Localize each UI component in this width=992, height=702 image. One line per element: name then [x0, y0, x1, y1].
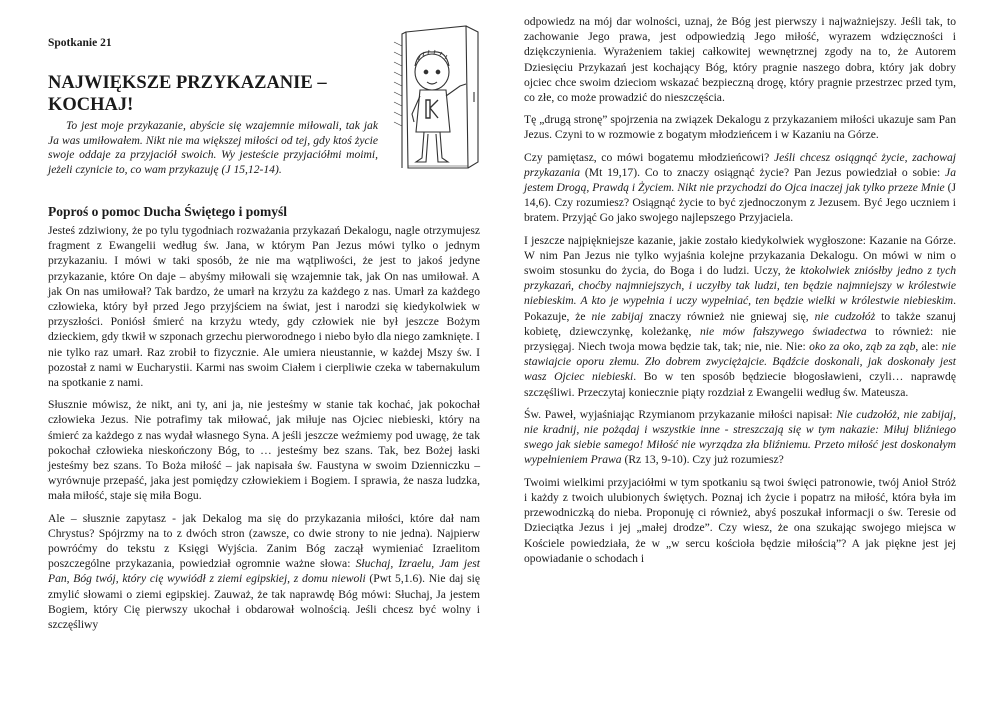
text-run: I jeszcze najpiękniejsze kazanie, jakie zostało kiedykolwiek wygłoszone: Kazanie na Górze. W nim Pan Jezus nie tylko wyjaśnia kolejne przykazania Dekalogu. On mówi w nim o swoim stosunku do życia, do Boga i do ludzi. Uczy, że: [524, 233, 956, 278]
text-run: to także szanuj kobietę, dziewczynkę, koleżankę,: [524, 309, 956, 338]
child-at-door-illustration: [388, 22, 480, 172]
quote: Nie cudzołóż, nie zabijaj, nie kradnij, nie pożądaj i wszystkie inne - streszczają się w tym nakazie: Miłuj bliźniego swego jak siebie samego! Miłość nie wyrządza zła bliźniemu. Przeto miłość jest doskonałym wypełnieniem Prawa: [524, 407, 956, 467]
text-run: (J 14,6). Czy rozumiesz? Osiągnąć życie to być zjednoczonym z Jezusem. Być Jego uczniem i bratem. Przyjąć Go jako swojego najlepszego Przyjaciela.: [524, 181, 956, 225]
text-run: znaczy również nie gniewaj się,: [643, 309, 815, 323]
text-run: . Pokazuje, że: [524, 294, 956, 323]
quote: Jeśli chcesz osiągnąć życie, zachowaj przykazania: [524, 150, 956, 179]
text-run: . Bo w ten sposób będziecie błogosławieni, czyli… naprawdę szczęśliwi. Przeczytaj koniecznie piąty rozdział z Ewangelii według św. Mateusza.: [524, 370, 956, 399]
epigraph: To jest moje przykazanie, abyście się wzajemnie miłowali, tak jak Ja was umiłowałem. Nikt nie ma większej miłości od tej, gdy ktoś życie swoje oddaje za przyjaciół swoich. Wy jesteście przyjaciółmi moimi, jeżeli czynicie to, co wam przykazuję (J 15,12-14).: [48, 119, 378, 176]
quote: nie stawiajcie oporu złemu. Zło dobrem zwyciężajcie. Bądźcie doskonali, jak doskonały jest wasz Ojciec niebieski: [524, 340, 956, 384]
title-line-2: KOCHAJ!: [48, 95, 134, 115]
quote: ktokolwiek zniósłby jedno z tych przykazań, choćby najmniejszych, i uczyłby tak ludzi, ten będzie najmniejszy w królestwie niebieskim. A kto je wypełnia i uczy wypełniać, ten będzie wielki w królestwie niebieskim: [524, 264, 957, 308]
text-run: Czy pamiętasz, co mówi bogatemu młodzieńcowi?: [524, 150, 774, 164]
quote: Słuchaj, Izraelu, Jam jest Pan, Bóg twój, który cię wywiódł z ziemi egipskiej, z domu niewoli: [48, 557, 480, 586]
section-heading: Poproś o pomoc Ducha Świętego i pomyśl: [48, 204, 288, 219]
text-run: Św. Paweł, wyjaśniając Rzymianom przykazanie miłości napisał:: [524, 407, 837, 421]
quote: Ja jestem Drogą, Prawdą i Życiem. Nikt nie przychodzi do Ojca inaczej jak tylko przeze Mnie: [524, 165, 956, 195]
quote: oko za oko, ząb za ząb: [809, 340, 916, 354]
paragraph: [524, 407, 956, 468]
quote: nie zabijaj: [591, 309, 644, 323]
paragraph: Słusznie mówisz, że nikt, ani ty, ani ja, nie jesteśmy w stanie tak kochać, jak pokochał człowieka Jezus. Nie potrafimy tak miłować, jak miłuje nas Ojciec niebieski, który na śmierć za każdego z nas wydał własnego Syna. A jeśli jeszcze weźmiemy pod uwagę, że tak pokochał człowieka nieskończony Bóg, to … jesteśmy bez szans. Tak, bez Bożej łaski jesteśmy bez szans. To Boża miłość – jak napisała św. Faustyna w swoim Dzienniczku – wyrównuje przepaść, jaka jest pomiędzy człowiekiem i Bogiem. I sprawia, że nasza ludzka, mała miłość, staje się miła Bogu.: [48, 398, 480, 503]
text-run: (Pwt 5,1.6). Nie daj się zmylić słowami o ziemi egipskiej. Zauważ, że tak naprawdę Bóg mówi: Słuchaj, Ja jestem Bogiem, który Cię pierwszy ukochał i obdarował wolnością. Jeśli chcesz być wolny i szczęśliwy: [48, 572, 480, 632]
left-body: [48, 223, 480, 639]
paragraph: [48, 511, 480, 633]
right-column: [524, 14, 956, 573]
paragraph: Tę „drugą stronę” spojrzenia na związek Dekalogu z przykazaniem miłości ukazuje sam Pan Jezus. Czyni to w rozmowie z bogatym młodzieńcem i w Kazaniu na Górze.: [524, 113, 956, 142]
quote: nie mów fałszywego świadectwa: [699, 324, 867, 338]
paragraph: Twoimi wielkimi przyjaciółmi w tym spotkaniu są twoi święci patronowie, twój Anioł Stróż i każdy z twoich ulubionych świętych. Poznaj ich życie i popatrz na miłość, która była im przewodniczką do nieba. Proponuję ci również, abyś poszukał informacji o św. Teresie od Dzieciątka Jezus i jej „małej drodze”. Czy wiesz, że ona szukając swojego miejsca w Kościele powiedziała, że w „w sercu kościoła będzie miłością”? A jak piękne jest jej opowiadanie o schodach i: [524, 475, 956, 565]
text-run: Ale – słusznie zapytasz - jak Dekalog ma się do przykazania miłości, które dał nam Chrystus? Spójrzmy na to z dwóch stron (zawsze, co dwie strony to nie jedna). Najpierw powróćmy do tekstu z Księgi Wyjścia. Zanim Bóg zaczął wymieniać Izraelitom poszczególne przykazania, powiedział ogromnie ważne słowa:: [48, 511, 480, 571]
paragraph: [524, 150, 956, 226]
text-run: (Mt 19,17). Co to znaczy osiągnąć życie? Pan Jezus powiedział o sobie:: [580, 165, 946, 179]
paragraph: Jesteś zdziwiony, że po tylu tygodniach rozważania przykazań Dekalogu, nagle otrzymujesz fragment z Ewangelii według św. Jana, w którym Pan Jezus mówi tylko o jednym przykazaniu. I mówi w taki sposób, że nie ma wątpliwości, że jest to jakoś jedyne przykazanie, które On daje – abyśmy miłowali się wzajemnie tak, jak On nas umiłował. A jak On nas umiłował? Tak bardzo, że umarł na krzyżu za każdego z nas. Umarł za każdego człowieka, który był przed Jego przyjściem na świat, jest i narodzi się kiedykolwiek w przyszłości. Poniósł śmierć na krzyżu wtedy, gdy człowiek nie był jeszcze Bożym dzieckiem, gdy tkwił w szponach grzechu pierworodnego i niebo było dla niego zamknięte. I nie tylko raz umarł. Raz zrobił to fizycznie. Ale umiera nieustannie, w każdej Mszy św. I pozostał z nami w Eucharystii. Karmi nas swoim Ciałem i cierpliwie czeka w tabernakulum na spotkanie z nami.: [48, 224, 480, 390]
meeting-label: Spotkanie 21: [48, 37, 112, 49]
page-title: [48, 72, 378, 116]
paragraph: [524, 233, 956, 400]
text-run: , ale:: [915, 340, 942, 354]
quote: nie cudzołóż: [814, 309, 876, 323]
text-run: to również: nie przysięgaj. Niech twoja mowa będzie tak, tak; nie, nie. Nie:: [524, 324, 956, 354]
paragraph: odpowiedz na mój dar wolności, uznaj, że Bóg jest pierwszy i najważniejszy. Jeśli tak, to zachowanie Jego prawa, jest odpowiedzią Jego miłość, wyrazem wdzięczności i dziękczynienia. Wyrażeniem takiej całkowitej wewnętrznej zgody na to, że Autorem Dziesięciu Przykazań jest kochający Bóg, który pragnie naszego dobra, który jak dobry ojciec chce swoim dzieciom wskazać bezpieczną drogę, który pragnie przestrzec przed tym, co złe, co może prowadzić do nieszczęścia.: [524, 15, 956, 105]
title-line-1: NAJWIĘKSZE PRZYKAZANIE –: [48, 73, 327, 93]
text-run: (Rz 13, 9-10). Czy już rozumiesz?: [621, 453, 784, 467]
